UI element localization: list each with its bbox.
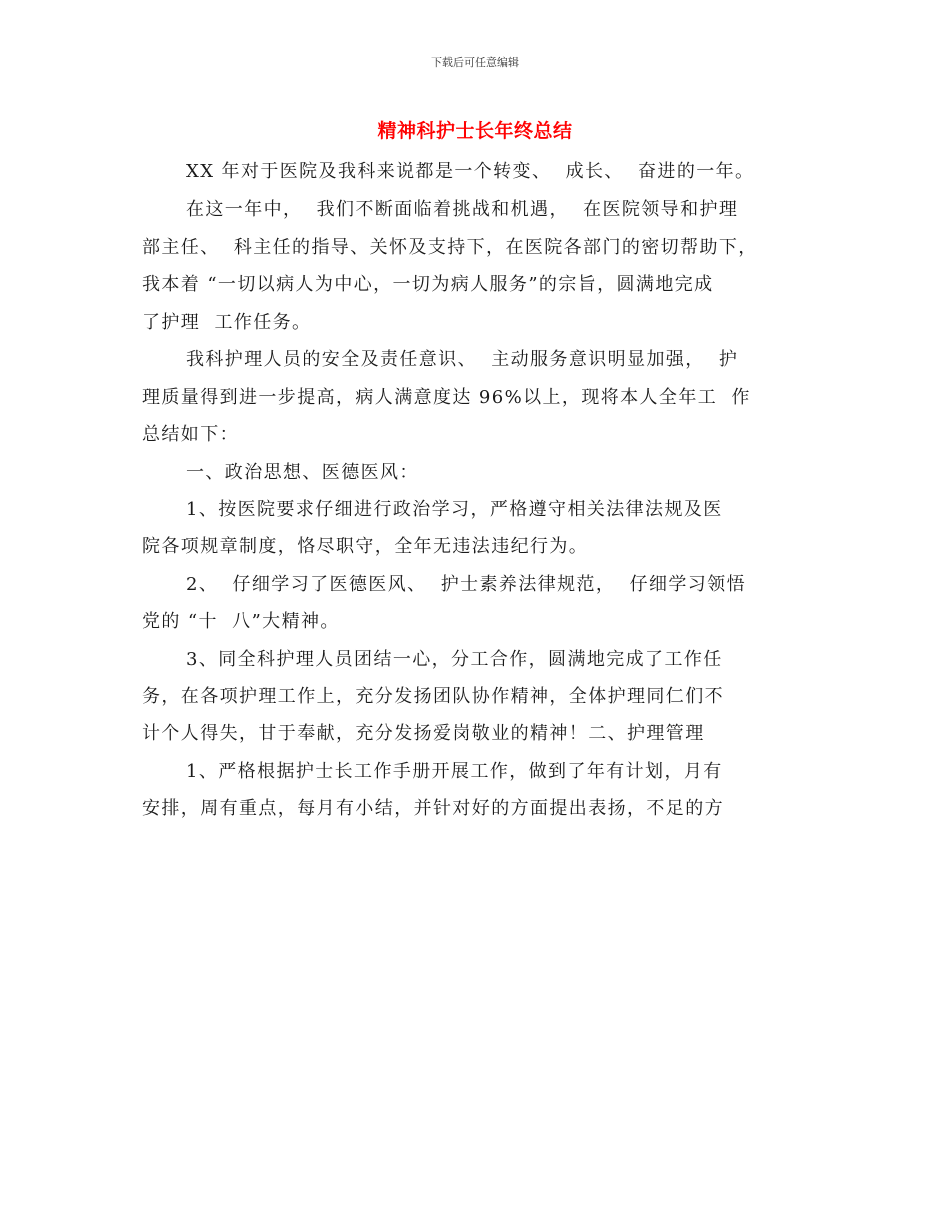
body-line: 了护理 工作任务。 — [142, 312, 312, 333]
document-title: 精神科护士长年终总结 — [377, 120, 573, 142]
body-line: 2、 仔细学习了医德医风、 护士素养法律规范， 仔细学习领悟 — [186, 574, 746, 595]
section-heading: 一、政治思想、医德医风： — [186, 462, 419, 483]
body-line: 我本着 “一切以病人为中心，一切为病人服务”的宗旨，圆满地完成 — [142, 274, 714, 295]
body-line: 理质量得到进一步提高，病人满意度达 96%以上，现将本人全年工 作 — [142, 387, 751, 408]
body-line: 部主任、 科主任的指导、关怀及支持下，在医院各部门的密切帮助下， — [142, 237, 758, 258]
body-line: 3、同全科护理人员团结一心，分工合作，圆满地完成了工作任 — [186, 649, 723, 670]
body-line: 总结如下： — [142, 424, 239, 445]
body-line: 1、按医院要求仔细进行政治学习，严格遵守相关法律法规及医 — [186, 499, 723, 520]
body-line: 务，在各项护理工作上，充分发扬团队协作精神，全体护理同仁们不 — [142, 686, 724, 707]
body-line: 党的 “十 八”大精神。 — [142, 611, 340, 632]
body-line: 我科护理人员的安全及责任意识、 主动服务意识明显加强， 护 — [186, 349, 739, 370]
body-line: 计个人得失，甘于奉献，充分发扬爱岗敬业的精神！二、护理管理 — [142, 723, 705, 744]
body-line: 安排，周有重点，每月有小结，并针对好的方面提出表扬，不足的方 — [142, 798, 724, 819]
body-line: 在这一年中， 我们不断面临着挑战和机遇， 在医院领导和护理 — [186, 199, 739, 220]
body-line: 院各项规章制度，恪尽职守，全年无违法违纪行为。 — [142, 536, 589, 557]
header-note: 下载后可任意编辑 — [431, 56, 519, 69]
body-line: XX 年对于医院及我科来说都是一个转变、 成长、 奋进的一年。 — [186, 161, 755, 182]
body-line: 1、严格根据护士长工作手册开展工作，做到了年有计划，月有 — [186, 761, 723, 782]
